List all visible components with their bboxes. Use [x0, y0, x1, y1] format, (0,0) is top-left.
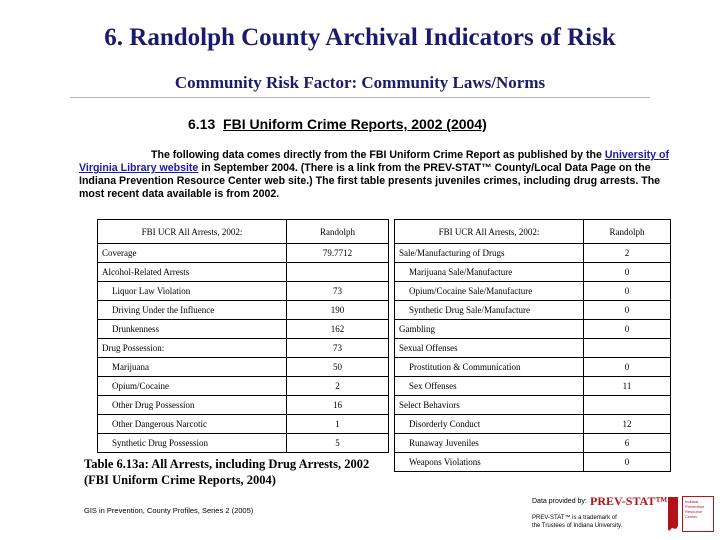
row-label: Synthetic Drug Possession: [98, 434, 287, 453]
row-value: 73: [287, 282, 389, 301]
row-value: 0: [584, 263, 671, 282]
row-value: 2: [287, 377, 389, 396]
table-row: [395, 377, 671, 396]
row-value: 0: [584, 453, 671, 472]
row-value: 0: [584, 320, 671, 339]
section-name: FBI Uniform Crime Reports, 2002 (2004): [223, 116, 487, 132]
header-county: Randolph: [287, 220, 389, 244]
table-row: [395, 282, 671, 301]
row-value: 0: [584, 358, 671, 377]
table-row: [98, 339, 389, 358]
row-value: 79.7712: [287, 244, 389, 263]
table-row: [98, 415, 389, 434]
row-value: 73: [287, 339, 389, 358]
table-row: [395, 320, 671, 339]
row-value: 1: [287, 415, 389, 434]
table-header-row: [395, 220, 671, 244]
table-header-row: [98, 220, 389, 244]
table-row: [98, 320, 389, 339]
row-label: Prostitution & Communication: [395, 358, 584, 377]
row-label: Drunkenness: [98, 320, 287, 339]
caption-line-2: (FBI Uniform Crime Reports, 2004): [84, 473, 276, 487]
row-label: Opium/Cocaine Sale/Manufacture: [395, 282, 584, 301]
arrests-table-right: [394, 219, 671, 472]
brand-name: PREV-STAT™: [590, 494, 668, 508]
row-value: 50: [287, 358, 389, 377]
table-row: [98, 358, 389, 377]
row-label: Sale/Manufacturing of Drugs: [395, 244, 584, 263]
table-row: [98, 377, 389, 396]
row-label: Other Dangerous Narcotic: [98, 415, 287, 434]
header-category: FBI UCR All Arrests, 2002:: [98, 220, 287, 244]
arrests-table-left: [97, 219, 389, 453]
row-label: Marijuana: [98, 358, 287, 377]
table-row: [395, 339, 671, 358]
row-label: Sex Offenses: [395, 377, 584, 396]
row-value: 11: [584, 377, 671, 396]
row-label: Opium/Cocaine: [98, 377, 287, 396]
iprc-badge: Indiana Prevention Resource Center: [682, 496, 714, 532]
table-row: [98, 263, 389, 282]
table-row: [98, 434, 389, 453]
table-row: [395, 396, 671, 415]
table-row: [395, 415, 671, 434]
row-value: [584, 396, 671, 415]
row-label: Other Drug Possession: [98, 396, 287, 415]
table-row: [98, 396, 389, 415]
row-label: Alcohol-Related Arrests: [98, 263, 287, 282]
row-value: 5: [287, 434, 389, 453]
row-value: 16: [287, 396, 389, 415]
table-row: [395, 358, 671, 377]
intro-text-1: The following data comes directly from the FBI Uniform Crime Report as published by the: [151, 149, 605, 161]
uva-library-link[interactable]: University of Virginia Library website: [79, 149, 669, 174]
row-value: [287, 263, 389, 282]
indiana-state-icon: [666, 496, 680, 532]
intro-text-2: in September 2004. (There is a link from the PREV-STAT™ County/Local Data Page on the Indiana Prevention Resource Center web site.) The first table presents juveniles crimes, including drug arrests. The most recent data available is from 2002.: [79, 162, 661, 200]
row-label: Gambling: [395, 320, 584, 339]
page-subtitle: Community Risk Factor: Community Laws/Norms: [174, 73, 546, 92]
row-label: Marijuana Sale/Manufacture: [395, 263, 584, 282]
table-row: [395, 263, 671, 282]
row-label: Disorderly Conduct: [395, 415, 584, 434]
table-row: [395, 244, 671, 263]
table-row: [98, 301, 389, 320]
table-row: [395, 434, 671, 453]
row-label: Weapons Violations: [395, 453, 584, 472]
row-value: 6: [584, 434, 671, 453]
row-label: Sexual Offenses: [395, 339, 584, 358]
row-label: Drug Possession:: [98, 339, 287, 358]
trademark-line-1: PREV-STAT™ is a trademark of: [532, 515, 617, 521]
row-value: 0: [584, 282, 671, 301]
row-label: Coverage: [98, 244, 287, 263]
row-value: 12: [584, 415, 671, 434]
title-divider: [70, 97, 650, 98]
row-label: Select Behaviors: [395, 396, 584, 415]
trademark-line-2: the Trustees of Indiana University.: [532, 523, 623, 529]
trademark-notice: [532, 514, 622, 530]
row-value: 162: [287, 320, 389, 339]
row-label: Driving Under the Influence: [98, 301, 287, 320]
header-category: FBI UCR All Arrests, 2002:: [395, 220, 584, 244]
provided-by-label: Data provided by:: [532, 498, 587, 505]
row-label: Synthetic Drug Sale/Manufacture: [395, 301, 584, 320]
table-row: [395, 301, 671, 320]
header-county: Randolph: [584, 220, 671, 244]
table-row: [98, 282, 389, 301]
table-caption: [84, 456, 404, 488]
page-footer: GIS in Prevention, County Profiles, Series 2 (2005): [84, 506, 254, 515]
row-value: [584, 339, 671, 358]
page-title: 6. Randolph County Archival Indicators of Risk: [104, 24, 616, 51]
row-value: 2: [584, 244, 671, 263]
row-label: Liquor Law Violation: [98, 282, 287, 301]
row-label: Runaway Juveniles: [395, 434, 584, 453]
section-heading: [188, 116, 487, 132]
intro-paragraph: [79, 149, 669, 201]
table-row: [98, 244, 389, 263]
row-value: 0: [584, 301, 671, 320]
section-number: 6.13: [188, 116, 216, 132]
row-value: 190: [287, 301, 389, 320]
table-row: [395, 453, 671, 472]
caption-line-1: Table 6.13a: All Arrests, including Drug Arrests, 2002: [84, 457, 370, 471]
prev-stat-logo: [530, 494, 716, 538]
